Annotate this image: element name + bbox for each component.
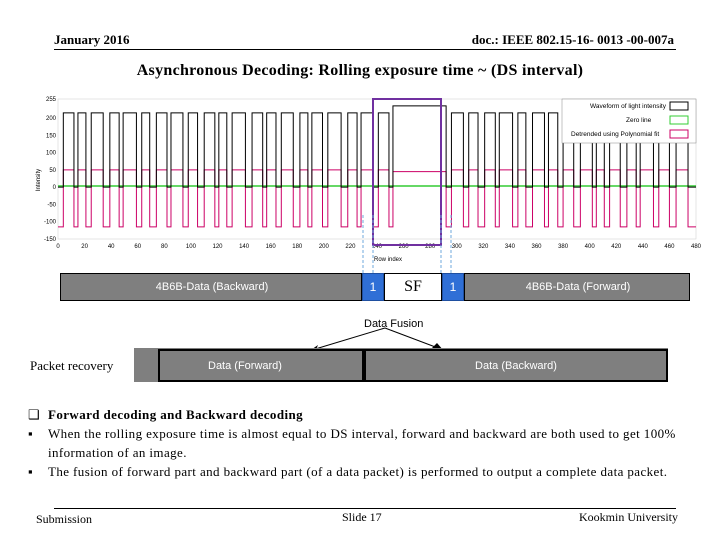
x-tick-label: 340 xyxy=(504,244,515,250)
legend-label-waveform: Waveform of light intensity xyxy=(590,103,666,110)
x-tick-label: 440 xyxy=(637,244,648,250)
bullet-item-text: When the rolling exposure time is almost equal to DS interval, forward and backward are both used to get 100% information of an image. xyxy=(48,426,676,460)
footer-slide-number: Slide 17 xyxy=(342,510,382,524)
packet-recovery-label: Packet recovery xyxy=(30,358,114,373)
x-tick-label: 360 xyxy=(531,244,542,250)
forward-data-label: 4B6B-Data (Forward) xyxy=(525,281,631,293)
y-tick-label: -150 xyxy=(43,237,56,243)
x-tick-label: 200 xyxy=(318,244,329,250)
x-tick-label: 220 xyxy=(345,244,356,250)
x-tick-label: 280 xyxy=(425,244,436,250)
plot-legend xyxy=(562,99,696,143)
packet-backward-part: Data (Backward) xyxy=(364,349,668,382)
y-tick-label: 255 xyxy=(45,97,56,103)
footer-affiliation: Kookmin University xyxy=(579,510,678,524)
x-tick-label: 140 xyxy=(239,244,250,250)
bullet-heading xyxy=(28,405,708,424)
bullet-item xyxy=(28,462,708,481)
ds-marker-right: 1 xyxy=(442,273,464,301)
y-tick-label: 150 xyxy=(45,133,56,140)
square-bullet-icon: ▪ xyxy=(28,464,34,479)
y-tick-label: 100 xyxy=(45,150,56,157)
bullet-item xyxy=(28,424,708,462)
square-bullet-icon: ▪ xyxy=(28,426,34,441)
backward-data-strip xyxy=(60,273,362,301)
footer-submission: Submission xyxy=(36,512,93,526)
bullet-list xyxy=(28,405,708,481)
header-rule xyxy=(54,49,676,50)
x-tick-label: 480 xyxy=(690,244,702,250)
y-tick-label: -50 xyxy=(47,202,56,209)
x-tick-label: 20 xyxy=(81,244,88,250)
x-tick-label: 0 xyxy=(56,244,60,250)
x-tick-label: 80 xyxy=(160,244,168,250)
checkbox-bullet-icon: ❑ xyxy=(28,407,41,422)
x-tick-label: 60 xyxy=(134,244,142,250)
header-doc-id: doc.: IEEE 802.15-16- 0013 -00-007a xyxy=(471,32,674,47)
x-tick-label: 300 xyxy=(451,244,462,250)
footer-rule xyxy=(54,508,676,509)
slide-title: Asynchronous Decoding: Rolling exposure time ~ (DS interval) xyxy=(136,62,584,79)
x-tick-label: 380 xyxy=(558,244,569,250)
x-tick-label: 420 xyxy=(611,244,622,250)
sf-block: SF xyxy=(384,273,442,301)
x-tick-label: 320 xyxy=(478,244,489,250)
x-tick-label: 100 xyxy=(185,244,196,250)
y-axis-label: Intensity xyxy=(36,168,42,192)
y-tick-label: 200 xyxy=(45,116,56,123)
waveform-plot xyxy=(30,95,700,265)
legend-label-detrended: Detrended using Polynomial fit xyxy=(571,131,660,138)
ds-marker-left: 1 xyxy=(362,273,384,301)
bullet-item-text: The fusion of forward part and backward part (of a data packet) is performed to output a complete data packet. xyxy=(48,464,668,479)
forward-data-strip xyxy=(464,273,690,301)
y-tick-label: -100 xyxy=(43,219,56,226)
x-tick-label: 400 xyxy=(584,244,595,250)
data-fusion-label: Data Fusion xyxy=(364,318,424,330)
backward-data-label: 4B6B-Data (Backward) xyxy=(155,281,269,293)
y-tick-label: 50 xyxy=(49,167,56,174)
x-tick-label: 40 xyxy=(107,244,115,250)
x-axis-label: Row index xyxy=(373,257,403,263)
y-tick-label: 0 xyxy=(52,185,56,192)
x-tick-label: 240 xyxy=(371,244,383,250)
y-axis-label-group xyxy=(36,169,42,191)
legend-label-zero: Zero line xyxy=(626,117,652,124)
x-tick-label: 260 xyxy=(398,244,409,250)
x-tick-label: 120 xyxy=(212,244,223,250)
y-tick-labels xyxy=(44,97,57,243)
bullet-heading-text: Forward decoding and Backward decoding xyxy=(48,407,304,422)
x-tick-label: 160 xyxy=(265,244,276,250)
x-tick-label: 180 xyxy=(292,244,303,250)
packet-forward-part: Data (Forward) xyxy=(158,349,364,382)
header-date: January 2016 xyxy=(54,32,130,47)
x-tick-label: 460 xyxy=(664,244,675,250)
